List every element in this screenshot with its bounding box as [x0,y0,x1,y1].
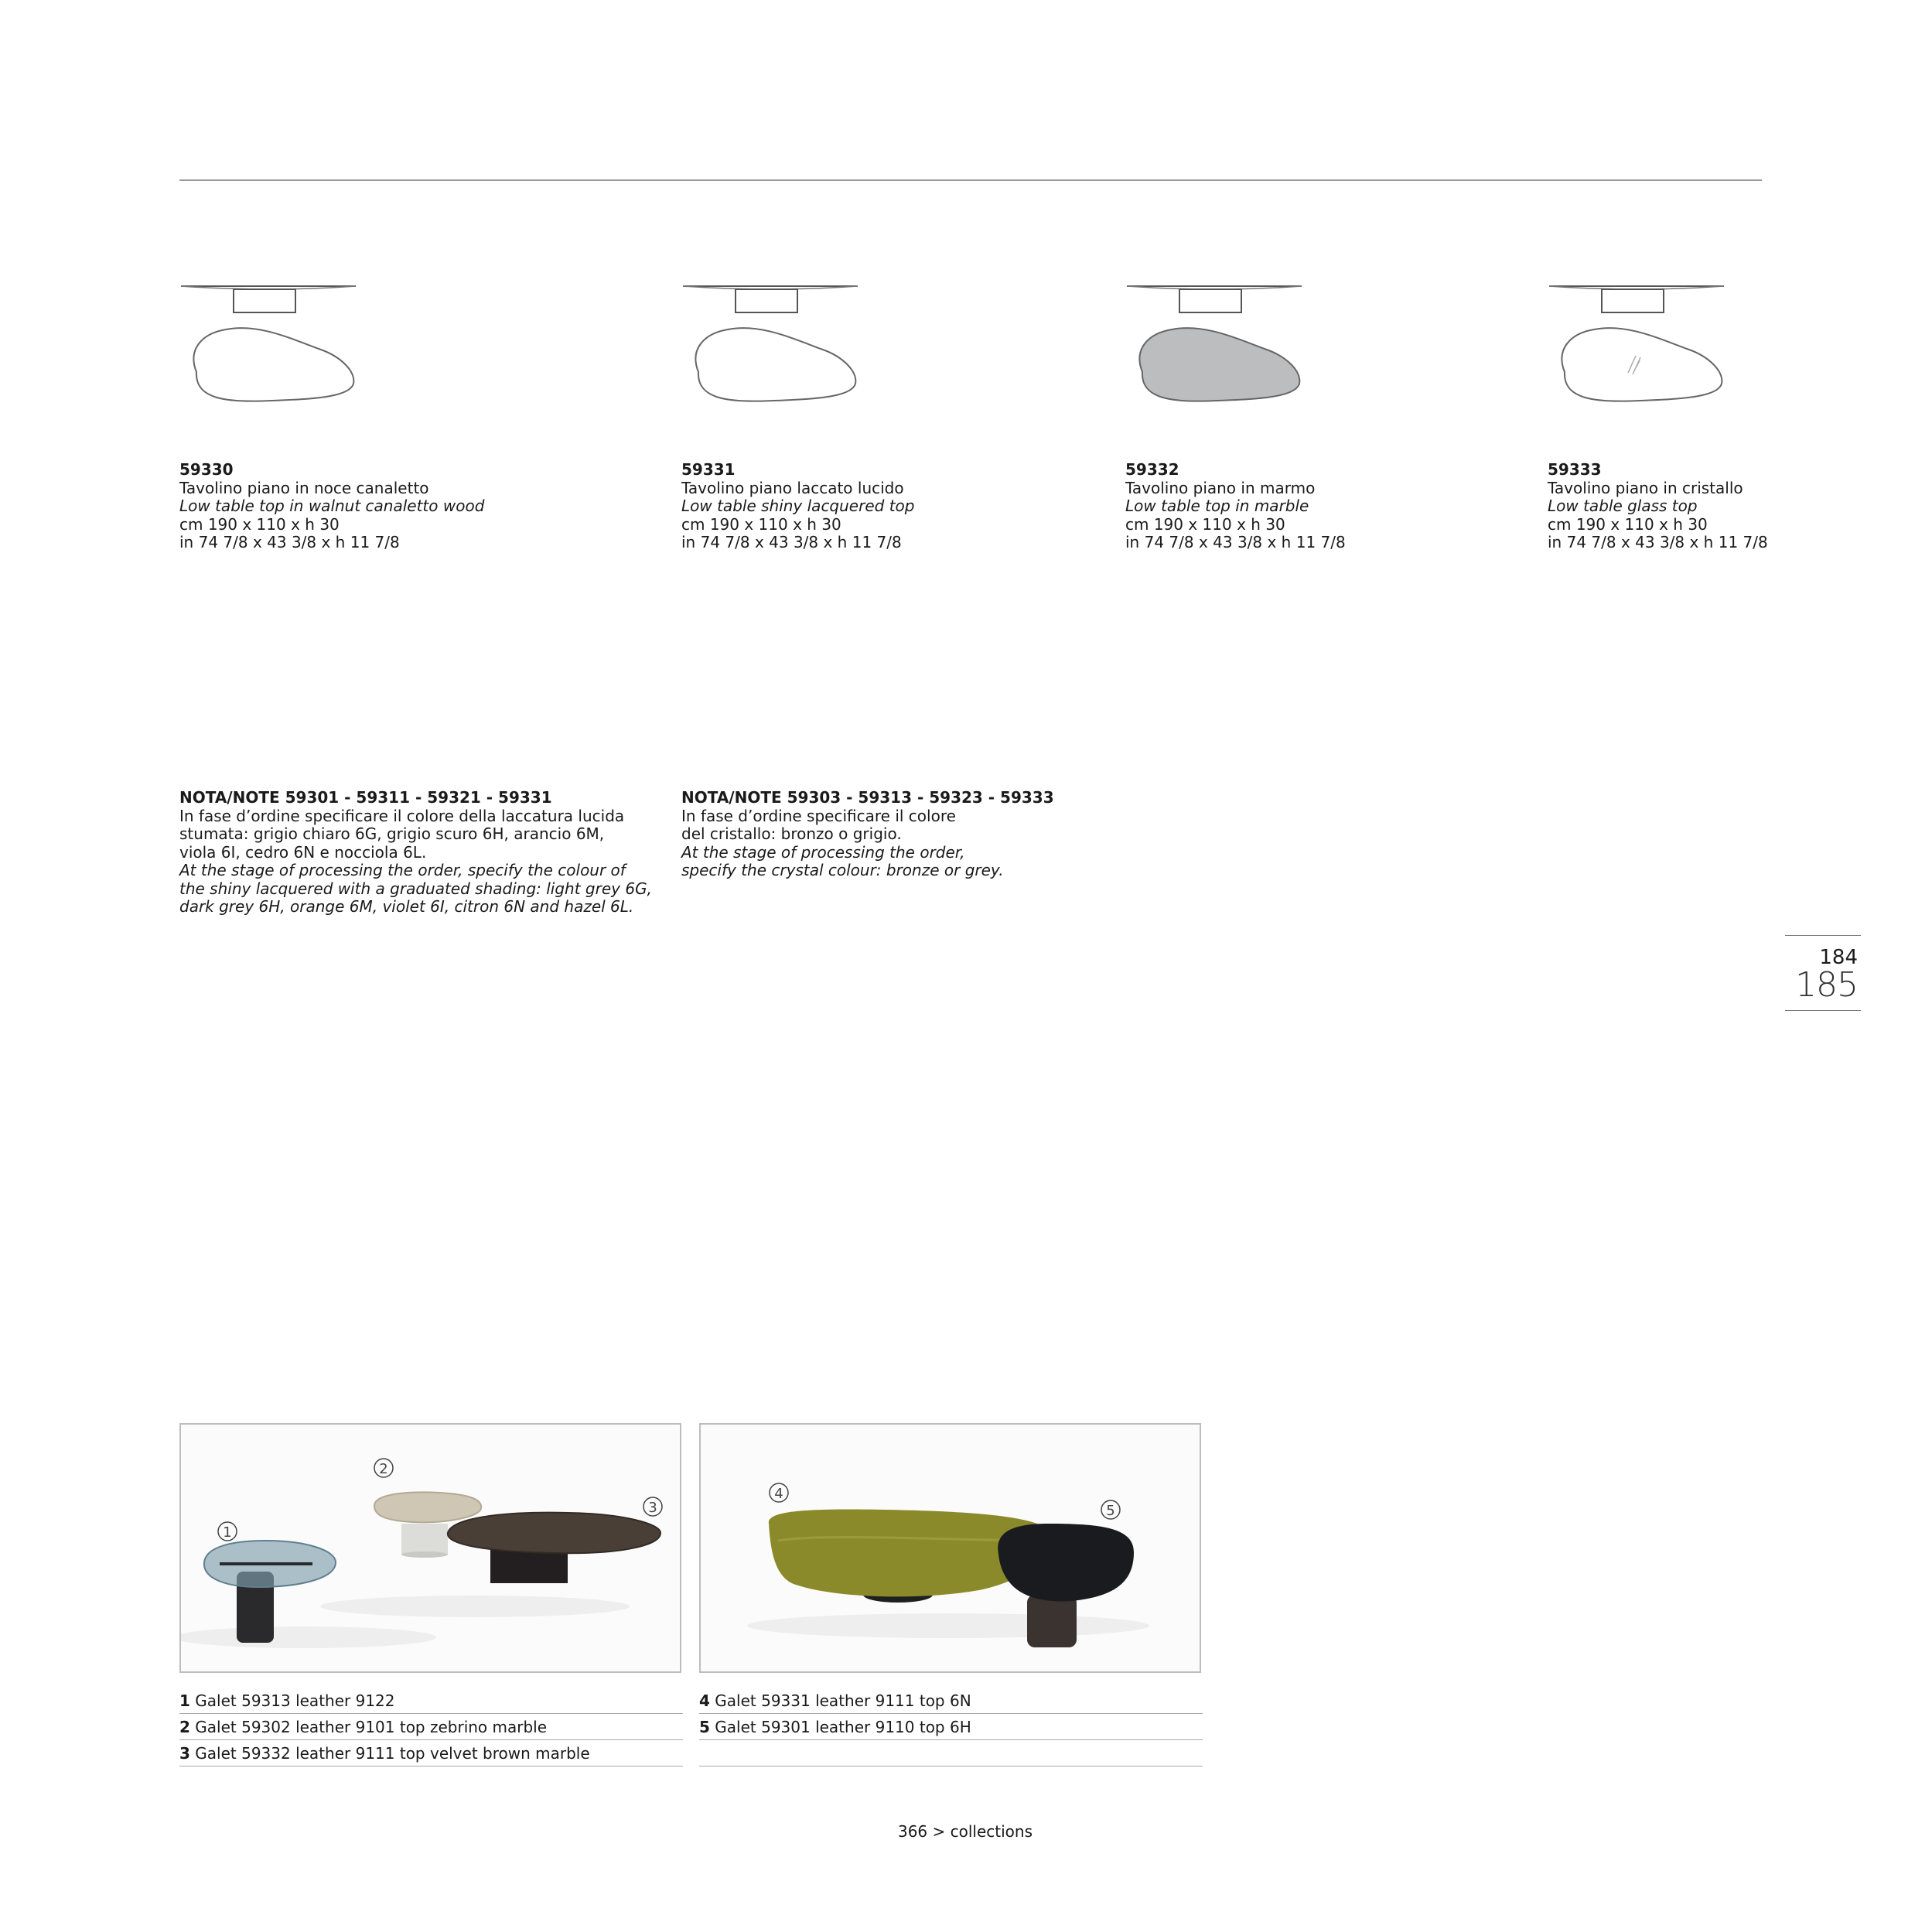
note-it-line: In fase d’ordine specificare il colore della laccatura lucida [179,806,625,825]
photo-scene [181,1425,680,1671]
table-3-velvet-brown [448,1513,660,1583]
note-lacquer [179,789,652,917]
product-name-en: Low table shiny lacquered top [681,497,915,515]
dimensions-in: in 74 7/8 x 43 3/8 x h 11 7/8 [1125,533,1346,551]
marker-5 [1101,1500,1120,1519]
product-name-en: Low table glass top [1548,497,1698,515]
caption-text: Galet 59313 leather 9122 [189,1691,395,1710]
photo-tables-1-3 [179,1423,681,1673]
note-crystal [681,789,1054,880]
page-number-right: 185 [1795,965,1858,1005]
caption-row [179,1742,683,1766]
note-it-line: del cristallo: bronzo o grigio. [681,824,902,843]
caption-number: 5 [699,1718,710,1736]
product-name-it: Tavolino piano laccato lucido [681,478,904,497]
top-view-shape [1562,328,1722,401]
caption-row [699,1715,1203,1740]
product-59331 [681,275,937,552]
note-en-line: At the stage of processing the order, specify the colour of [179,861,626,879]
side-view-icon [683,286,858,312]
product-name-en: Low table top in walnut canaletto wood [179,497,485,515]
caption-row [699,1689,1203,1714]
svg-text:2: 2 [379,1461,388,1477]
product-code: 59330 [179,460,234,479]
caption-row-empty [699,1742,1203,1766]
product-drawing [681,275,867,438]
product-code: 59333 [1548,460,1602,479]
svg-text:1: 1 [223,1524,232,1541]
top-view-shape [695,328,855,401]
page-number-rule-bottom [1785,1010,1861,1011]
marker-1 [218,1522,237,1541]
page-number-rule-top [1785,935,1861,936]
dimensions-in: in 74 7/8 x 43 3/8 x h 11 7/8 [179,533,400,551]
side-view-icon [1549,286,1724,312]
photo-scene [701,1425,1200,1671]
note-heading: NOTA/NOTE 59303 - 59313 - 59323 - 59333 [681,788,1054,807]
photo-tables-4-5 [699,1423,1201,1673]
caption-text: Galet 59302 leather 9101 top zebrino marble [189,1718,548,1736]
footer [0,1822,1932,1841]
product-name-it: Tavolino piano in noce canaletto [179,478,429,497]
product-59332 [1125,275,1381,552]
side-view-icon [181,286,356,312]
note-it-line: stumata: grigio chiaro 6G, grigio scuro 6H, arancio 6M, [179,824,605,843]
svg-text:3: 3 [648,1500,657,1516]
note-it-line: viola 6I, cedro 6N e nocciola 6L. [179,842,427,862]
marker-4 [770,1483,788,1502]
product-name-it: Tavolino piano in cristallo [1548,478,1743,497]
top-rule [179,179,1762,181]
caption-row [179,1715,683,1740]
dimensions-cm: cm 190 x 110 x h 30 [1548,514,1708,534]
product-code: 59331 [681,460,736,479]
caption-row [179,1689,683,1714]
side-view-icon [1127,286,1302,312]
product-name-it: Tavolino piano in marmo [1125,478,1316,497]
captions-right [699,1689,1203,1768]
note-en-line: specify the crystal colour: bronze or grey. [681,861,1004,879]
footer-page-label: 366 > collections [897,1822,1033,1841]
product-code: 59332 [1125,460,1179,479]
dimensions-in: in 74 7/8 x 43 3/8 x h 11 7/8 [681,533,902,551]
note-en-line: At the stage of processing the order, [681,842,965,862]
svg-text:4: 4 [774,1486,783,1502]
caption-text: Galet 59331 leather 9111 top 6N [709,1691,971,1710]
caption-text: Galet 59301 leather 9110 top 6H [709,1718,971,1736]
dimensions-cm: cm 190 x 110 x h 30 [681,514,841,534]
note-en-line: the shiny lacquered with a graduated shading: light grey 6G, [179,879,652,898]
dimensions-in: in 74 7/8 x 43 3/8 x h 11 7/8 [1548,533,1768,551]
top-view-shape [193,328,353,401]
note-heading: NOTA/NOTE 59301 - 59311 - 59321 - 59331 [179,788,552,807]
marker-2 [374,1459,393,1477]
dimensions-cm: cm 190 x 110 x h 30 [179,514,340,534]
product-59333 [1548,275,1803,552]
marker-3 [643,1497,662,1516]
caption-text: Galet 59332 leather 9111 top velvet brown marble [189,1744,590,1763]
caption-number: 4 [699,1691,710,1710]
note-en-line: dark grey 6H, orange 6M, violet 6I, citron 6N and hazel 6L. [179,897,634,916]
note-it-line: In fase d’ordine specificare il colore [681,806,956,825]
caption-number: 1 [179,1691,190,1710]
top-view-shape [1139,328,1299,401]
captions-left [179,1689,683,1768]
caption-number: 2 [179,1718,190,1736]
caption-number: 3 [179,1744,190,1763]
product-drawing [1548,275,1733,438]
product-drawing [179,275,365,438]
product-59330 [179,275,485,552]
dimensions-cm: cm 190 x 110 x h 30 [1125,514,1285,534]
product-drawing [1125,275,1311,438]
page-number-left: 184 [1819,946,1858,969]
product-name-en: Low table top in marble [1125,497,1309,515]
svg-text:5: 5 [1106,1503,1115,1519]
page-numbers [1785,935,1861,1011]
